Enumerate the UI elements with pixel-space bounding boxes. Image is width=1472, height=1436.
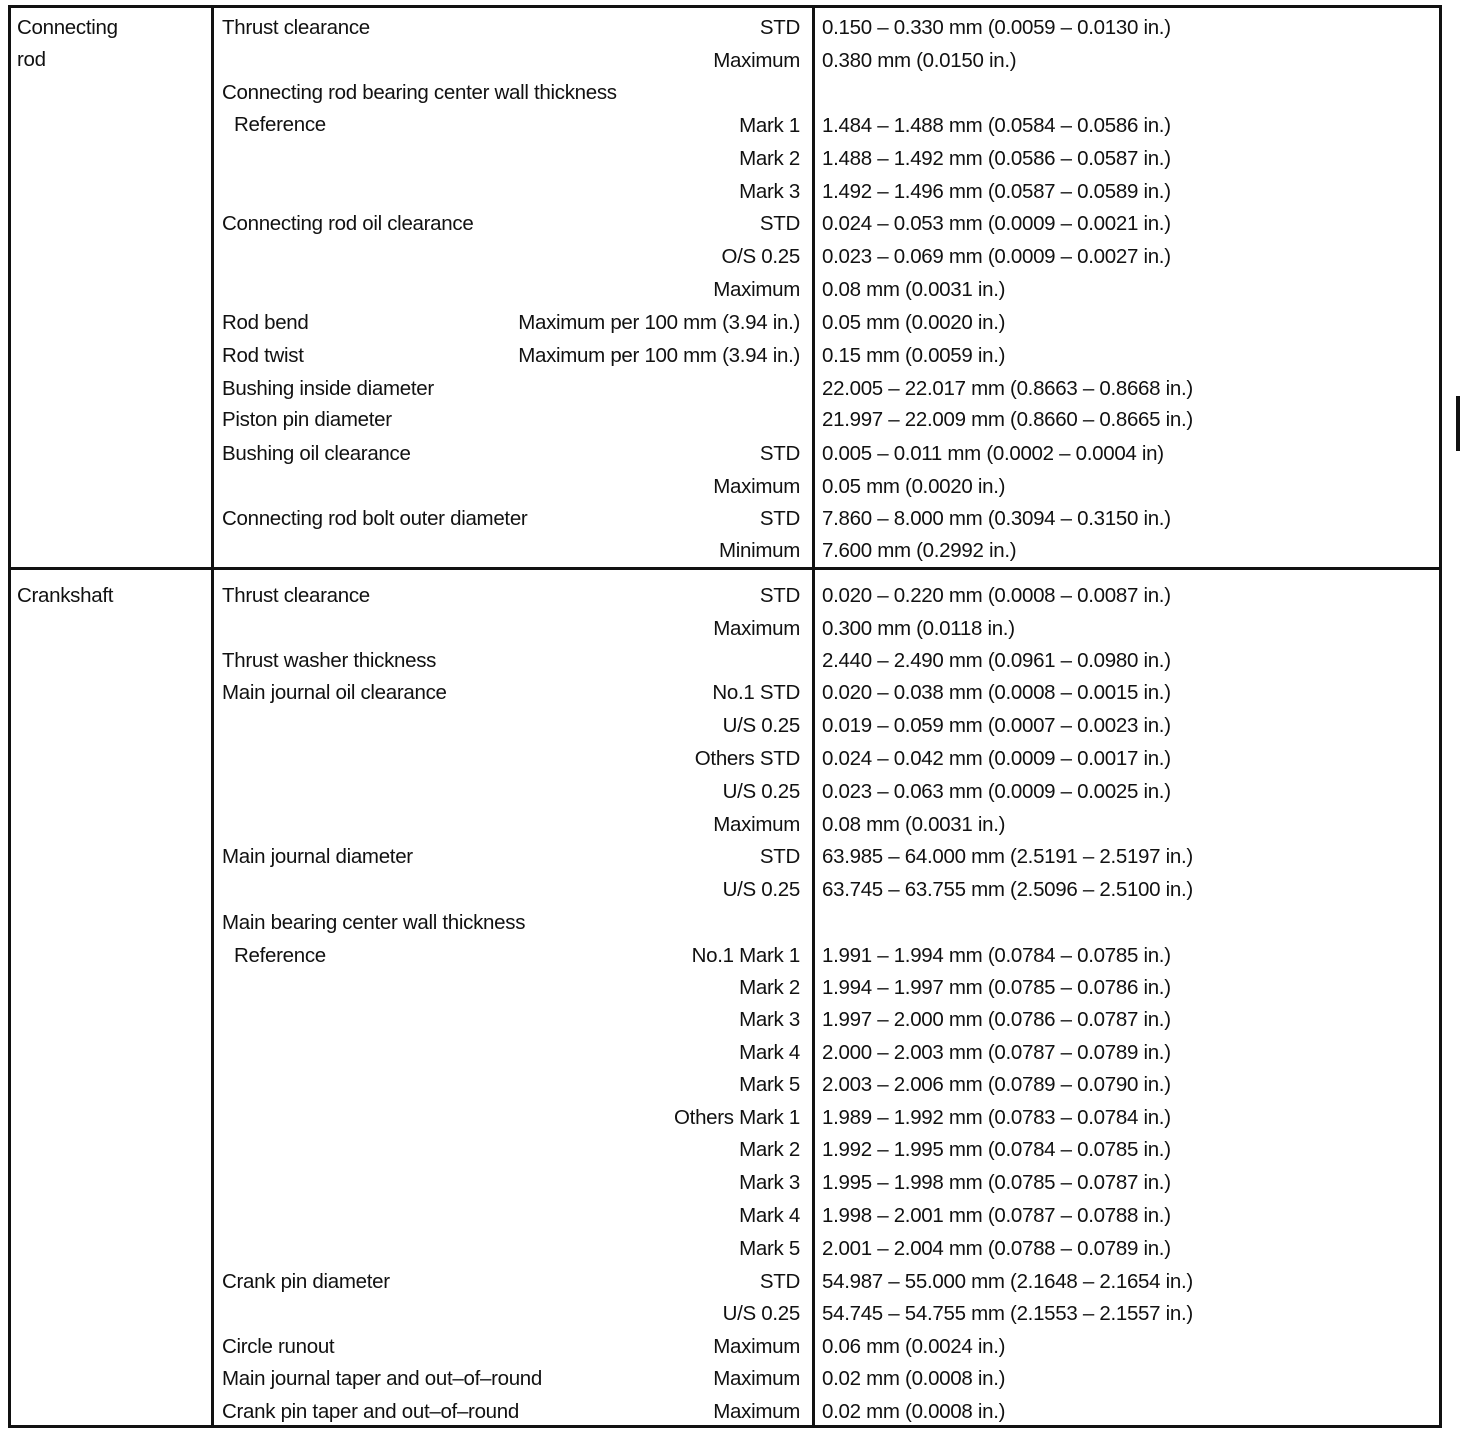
spec-condition: STD xyxy=(759,507,800,530)
spec-condition: No.1 Mark 1 xyxy=(691,944,800,967)
spec-value: 0.020 – 0.220 mm (0.0008 – 0.0087 in.) xyxy=(822,584,1171,607)
spec-condition: O/S 0.25 xyxy=(721,245,800,268)
spec-value: 7.600 mm (0.2992 in.) xyxy=(822,539,1017,562)
spec-condition: Minimum xyxy=(718,539,800,562)
spec-value: 0.024 – 0.053 mm (0.0009 – 0.0021 in.) xyxy=(822,212,1171,235)
category-label: Connecting xyxy=(17,16,118,39)
spec-value: 0.02 mm (0.0008 in.) xyxy=(822,1367,1006,1390)
spec-condition: Maximum xyxy=(713,49,800,72)
spec-condition: Mark 2 xyxy=(739,1138,800,1161)
spec-condition: Mark 3 xyxy=(739,180,800,203)
spec-condition: U/S 0.25 xyxy=(722,878,800,901)
category-label: rod xyxy=(17,48,46,71)
spec-value: 0.15 mm (0.0059 in.) xyxy=(822,344,1006,367)
spec-value: 2.000 – 2.003 mm (0.0787 – 0.0789 in.) xyxy=(822,1041,1171,1064)
spec-condition: Maximum xyxy=(713,475,800,498)
spec-value: 1.492 – 1.496 mm (0.0587 – 0.0589 in.) xyxy=(822,180,1171,203)
spec-value: 54.745 – 54.755 mm (2.1553 – 2.1557 in.) xyxy=(822,1302,1193,1325)
spec-condition: U/S 0.25 xyxy=(722,1302,800,1325)
spec-value: 0.08 mm (0.0031 in.) xyxy=(822,813,1006,836)
spec-value: 1.992 – 1.995 mm (0.0784 – 0.0785 in.) xyxy=(822,1138,1171,1161)
spec-value: 54.987 – 55.000 mm (2.1648 – 2.1654 in.) xyxy=(822,1270,1193,1293)
spec-condition: STD xyxy=(759,1270,800,1293)
spec-value: 1.997 – 2.000 mm (0.0786 – 0.0787 in.) xyxy=(822,1008,1171,1031)
spec-item: Rod bend xyxy=(222,311,309,334)
spec-condition: Mark 3 xyxy=(739,1171,800,1194)
spec-item: Thrust clearance xyxy=(222,16,370,39)
spec-value: 0.005 – 0.011 mm (0.0002 – 0.0004 in) xyxy=(822,442,1164,465)
spec-value: 63.985 – 64.000 mm (2.5191 – 2.5197 in.) xyxy=(822,845,1193,868)
spec-item: Main journal taper and out–of–round xyxy=(222,1367,543,1390)
category-label: Crankshaft xyxy=(17,584,114,607)
spec-condition: U/S 0.25 xyxy=(722,780,800,803)
spec-value: 63.745 – 63.755 mm (2.5096 – 2.5100 in.) xyxy=(822,878,1193,901)
spec-condition: Maximum xyxy=(713,1400,800,1423)
spec-item: Reference xyxy=(234,944,326,967)
spec-value: 0.300 mm (0.0118 in.) xyxy=(822,617,1015,640)
column-divider-1 xyxy=(211,5,214,1428)
spec-value: 0.024 – 0.042 mm (0.0009 – 0.0017 in.) xyxy=(822,747,1171,770)
spec-item: Connecting rod bolt outer diameter xyxy=(222,507,528,530)
spec-condition: Mark 2 xyxy=(739,976,800,999)
spec-value: 0.020 – 0.038 mm (0.0008 – 0.0015 in.) xyxy=(822,681,1171,704)
spec-value: 0.06 mm (0.0024 in.) xyxy=(822,1335,1006,1358)
spec-value: 0.05 mm (0.0020 in.) xyxy=(822,475,1006,498)
spec-condition: STD xyxy=(759,16,800,39)
spec-item: Rod twist xyxy=(222,344,304,367)
spec-value: 1.989 – 1.992 mm (0.0783 – 0.0784 in.) xyxy=(822,1106,1171,1129)
spec-item: Connecting rod oil clearance xyxy=(222,212,474,235)
spec-condition: Mark 4 xyxy=(739,1041,800,1064)
spec-item: Main journal oil clearance xyxy=(222,681,447,704)
spec-condition: Others Mark 1 xyxy=(674,1106,800,1129)
spec-condition: Mark 5 xyxy=(739,1073,800,1096)
spec-value: 21.997 – 22.009 mm (0.8660 – 0.8665 in.) xyxy=(822,408,1193,431)
spec-condition: Mark 4 xyxy=(739,1204,800,1227)
spec-item: Reference xyxy=(234,113,326,136)
spec-condition: Mark 3 xyxy=(739,1008,800,1031)
spec-value: 1.995 – 1.998 mm (0.0785 – 0.0787 in.) xyxy=(822,1171,1171,1194)
spec-condition: STD xyxy=(759,845,800,868)
spec-item: Connecting rod bearing center wall thickness xyxy=(222,81,617,104)
spec-item: Crank pin diameter xyxy=(222,1270,390,1293)
spec-value: 0.023 – 0.069 mm (0.0009 – 0.0027 in.) xyxy=(822,245,1171,268)
spec-item: Main journal diameter xyxy=(222,845,413,868)
spec-condition: Maximum xyxy=(713,1335,800,1358)
spec-value: 0.023 – 0.063 mm (0.0009 – 0.0025 in.) xyxy=(822,780,1171,803)
spec-item: Bushing oil clearance xyxy=(222,442,411,465)
spec-value: 2.001 – 2.004 mm (0.0788 – 0.0789 in.) xyxy=(822,1237,1171,1260)
spec-value: 0.380 mm (0.0150 in.) xyxy=(822,49,1017,72)
spec-value: 1.484 – 1.488 mm (0.0584 – 0.0586 in.) xyxy=(822,114,1171,137)
spec-value: 0.150 – 0.330 mm (0.0059 – 0.0130 in.) xyxy=(822,16,1171,39)
spec-value: 1.998 – 2.001 mm (0.0787 – 0.0788 in.) xyxy=(822,1204,1171,1227)
column-divider-2 xyxy=(812,5,815,1428)
spec-item: Piston pin diameter xyxy=(222,408,392,431)
spec-condition: Mark 5 xyxy=(739,1237,800,1260)
spec-value: 1.488 – 1.492 mm (0.0586 – 0.0587 in.) xyxy=(822,147,1171,170)
spec-item: Thrust washer thickness xyxy=(222,649,437,672)
spec-condition: No.1 STD xyxy=(712,681,800,704)
spec-condition: Maximum xyxy=(713,813,800,836)
spec-value: 2.003 – 2.006 mm (0.0789 – 0.0790 in.) xyxy=(822,1073,1171,1096)
spec-value: 0.05 mm (0.0020 in.) xyxy=(822,311,1006,334)
spec-item: Thrust clearance xyxy=(222,584,370,607)
spec-condition: Mark 2 xyxy=(739,147,800,170)
spec-condition: Maximum xyxy=(713,617,800,640)
spec-condition: U/S 0.25 xyxy=(722,714,800,737)
spec-condition: Maximum xyxy=(713,278,800,301)
spec-value: 2.440 – 2.490 mm (0.0961 – 0.0980 in.) xyxy=(822,649,1171,672)
spec-value: 0.019 – 0.059 mm (0.0007 – 0.0023 in.) xyxy=(822,714,1171,737)
spec-value: 0.08 mm (0.0031 in.) xyxy=(822,278,1006,301)
spec-condition: Others STD xyxy=(694,747,800,770)
spec-item: Bushing inside diameter xyxy=(222,377,434,400)
spec-condition: Maximum per 100 mm (3.94 in.) xyxy=(518,311,800,334)
spec-value: 1.994 – 1.997 mm (0.0785 – 0.0786 in.) xyxy=(822,976,1171,999)
spec-item: Crank pin taper and out–of–round xyxy=(222,1400,519,1423)
margin-change-bar xyxy=(1456,396,1460,451)
spec-condition: Mark 1 xyxy=(739,114,800,137)
spec-condition: STD xyxy=(759,212,800,235)
spec-condition: Maximum per 100 mm (3.94 in.) xyxy=(518,344,800,367)
section-divider xyxy=(8,567,1442,570)
spec-item: Main bearing center wall thickness xyxy=(222,911,526,934)
spec-value: 7.860 – 8.000 mm (0.3094 – 0.3150 in.) xyxy=(822,507,1171,530)
spec-value: 1.991 – 1.994 mm (0.0784 – 0.0785 in.) xyxy=(822,944,1171,967)
spec-condition: Maximum xyxy=(713,1367,800,1390)
spec-value: 22.005 – 22.017 mm (0.8663 – 0.8668 in.) xyxy=(822,377,1193,400)
spec-condition: STD xyxy=(759,442,800,465)
spec-item: Circle runout xyxy=(222,1335,335,1358)
spec-value: 0.02 mm (0.0008 in.) xyxy=(822,1400,1006,1423)
spec-condition: STD xyxy=(759,584,800,607)
